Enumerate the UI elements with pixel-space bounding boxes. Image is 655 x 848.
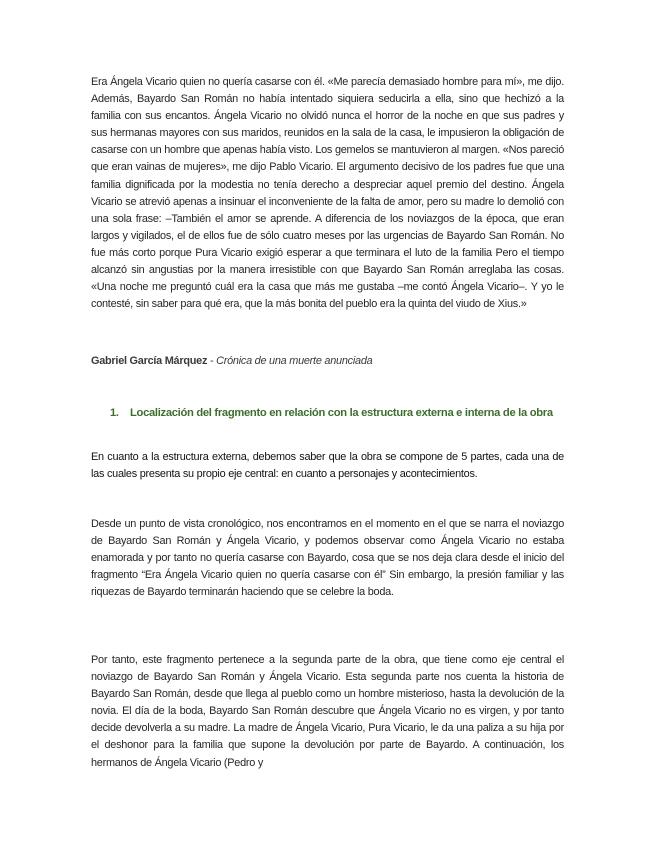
section-title: Localización del fragmento en relación con la estructura externa e interna de la obra bbox=[130, 407, 553, 419]
body-paragraph-1: En cuanto a la estructura externa, debemos saber que la obra se compone de 5 partes, cada una de las cuales presenta su propio eje central: en cuanto a personajes y acontecimientos. bbox=[91, 451, 564, 481]
attribution-work: Crónica de una muerte anunciada bbox=[216, 355, 373, 367]
attribution bbox=[91, 353, 564, 370]
section-heading bbox=[110, 405, 566, 423]
body-paragraph-3: Por tanto, este fragmento pertenece a la segunda parte de la obra, que tiene como eje central el noviazgo de Bayardo San Román y Ángela Vicario. Esta segunda parte nos cuenta la historia de Bayardo San Román, desde que llega al pueblo como un hombre misterioso, hasta la devolución de la novia. El día de la boda, Bayardo San Román descubre que Ángela Vicario no es virgen, y por tanto decide devolverla a su madre. La madre de Ángela Vicario, Pura Vicario, le da una paliza a su hija por el deshonor para la familia que supone la devolución por parte de Bayardo. A continuación, los hermanos de Ángela Vicario (Pedro y bbox=[91, 654, 564, 769]
section-number: 1. bbox=[110, 407, 119, 419]
body-paragraph-2: Desde un punto de vista cronológico, nos encontramos en el momento en el que se narra el noviazgo de Bayardo San Román y Ángela Vicario, y podemos observar como Ángela Vicario no estaba enamorada y por tanto no quería casarse con Bayardo, cosa que se nos deja clara desde el inicio del fragmento “Era Ángela Vicario quien no quería casarse con él” Sin embargo, la presión familiar y las riquezas de Bayardo terminarán haciendo que se celebre la boda. bbox=[91, 518, 564, 599]
attribution-separator: - bbox=[207, 355, 217, 367]
quote-paragraph: Era Ángela Vicario quien no quería casarse con él. «Me parecía demasiado hombre para mí», me dijo. Además, Bayardo San Román no había intentado siquiera seducirla a ella, sino que hechizó a la familia con sus encantos. Ángela Vicario no olvidó nunca el horror de la noche en que sus padres y sus hermanas mayores con sus maridos, reunidos en la sala de la casa, le impusieron la obligación de casarse con un hombre que apenas había visto. Los gemelos se mantuvieron al margen. «Nos pareció que eran vainas de mujeres», me dijo Pablo Vicario. El argumento decisivo de los padres fue que una familia dignificada por la modestia no tenía derecho a despreciar aquel premio del destino. Ángela Vicario se atrevió apenas a insinuar el inconveniente de la falta de amor, pero su madre lo demolió con una sola frase: –También el amor se aprende. A diferencia de los noviazgos de la época, que eran largos y vigilados, el de ellos fue de sólo cuatro meses por las urgencias de Bayardo San Román. No fue más corto porque Pura Vicario exigió esperar a que terminara el luto de la familia Pero el tiempo alcanzó sin angustias por la manera irresistible con que Bayardo San Román arreglaba las cosas. «Una noche me preguntó cuál era la casa que más me gustaba –me contó Ángela Vicario–. Y yo le contesté, sin saber para qué era, que la más bonita del pueblo era la quinta del viudo de Xius.» bbox=[91, 76, 564, 311]
attribution-author: Gabriel García Márquez bbox=[91, 355, 208, 367]
